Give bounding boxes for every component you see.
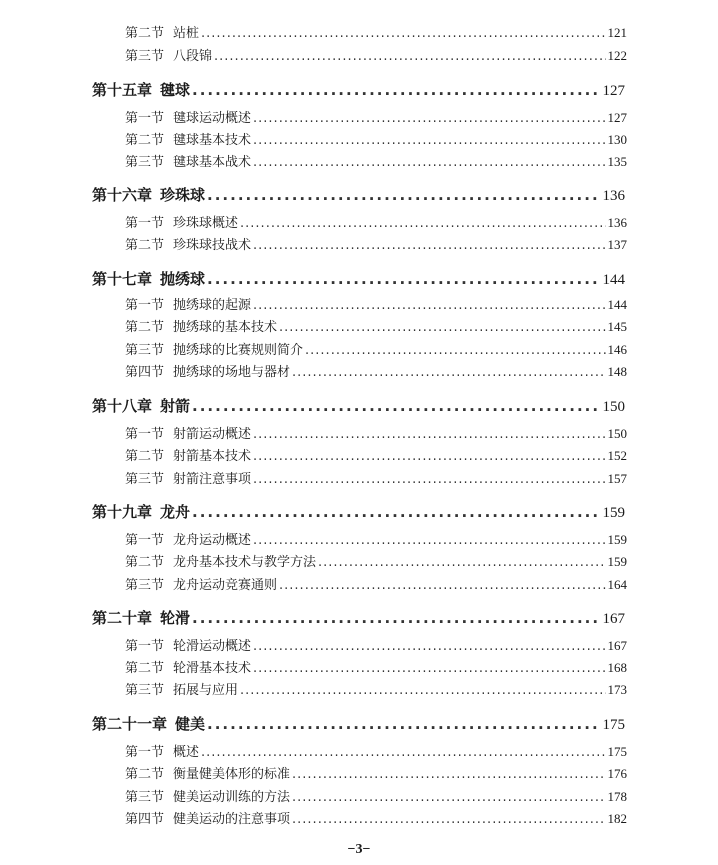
toc-section-entry bbox=[125, 531, 627, 549]
section-number: 第二节 bbox=[125, 449, 165, 464]
dot-leader bbox=[253, 154, 605, 172]
section-number: 第四节 bbox=[125, 365, 165, 380]
section-title: 健美运动训练的方法 bbox=[173, 790, 291, 805]
chapter-title: 龙舟 bbox=[160, 503, 191, 521]
dot-leader bbox=[253, 471, 605, 489]
page-ref: 144 bbox=[607, 297, 627, 312]
toc-section-entry bbox=[125, 447, 627, 465]
toc-chapter-entry bbox=[92, 184, 625, 206]
dot-leader bbox=[207, 713, 600, 735]
section-title: 射箭基本技术 bbox=[173, 449, 252, 464]
toc-section-entry bbox=[125, 131, 627, 149]
section-number: 第一节 bbox=[125, 639, 165, 654]
section-title: 毽球基本战术 bbox=[173, 155, 252, 170]
page-ref: 159 bbox=[607, 532, 627, 547]
section-title: 轮滑基本技术 bbox=[173, 661, 252, 676]
page-ref: 150 bbox=[607, 426, 627, 441]
section-title: 射箭运动概述 bbox=[173, 427, 252, 442]
section-title: 健美运动的注意事项 bbox=[173, 812, 291, 827]
section-number: 第三节 bbox=[125, 578, 165, 593]
chapter-title: 珍珠球 bbox=[160, 186, 206, 204]
section-title: 八段锦 bbox=[173, 49, 213, 64]
section-title: 龙舟基本技术与教学方法 bbox=[173, 555, 317, 570]
page-ref: 168 bbox=[607, 660, 627, 675]
dot-leader bbox=[207, 268, 600, 290]
toc-section-entry bbox=[125, 318, 627, 336]
dot-leader bbox=[292, 364, 605, 382]
dot-leader bbox=[292, 766, 605, 784]
section-number: 第二节 bbox=[125, 555, 165, 570]
section-number: 第三节 bbox=[125, 790, 165, 805]
dot-leader bbox=[253, 297, 605, 315]
section-title: 轮滑运动概述 bbox=[173, 639, 252, 654]
section-number: 第二节 bbox=[125, 133, 165, 148]
toc-chapter-entry bbox=[92, 501, 625, 523]
section-number: 第三节 bbox=[125, 683, 165, 698]
page-ref: 167 bbox=[602, 611, 625, 627]
chapter-title: 射箭 bbox=[160, 397, 191, 415]
dot-leader bbox=[253, 532, 605, 550]
chapter-number: 第十九章 bbox=[92, 503, 153, 521]
dot-leader bbox=[292, 789, 605, 807]
section-number: 第二节 bbox=[125, 767, 165, 782]
toc-section-entry bbox=[125, 810, 627, 828]
toc-chapter-entry bbox=[92, 268, 625, 290]
dot-leader bbox=[192, 79, 600, 101]
section-title: 抛绣球的基本技术 bbox=[173, 320, 278, 335]
page-ref: 148 bbox=[607, 364, 627, 379]
page-ref: 121 bbox=[607, 25, 627, 40]
dot-leader bbox=[201, 25, 605, 43]
toc-section-entry bbox=[125, 47, 627, 65]
dot-leader bbox=[292, 811, 605, 829]
page-ref: 135 bbox=[607, 154, 627, 169]
toc-section-entry bbox=[125, 236, 627, 254]
toc-chapter-entry bbox=[92, 607, 625, 629]
section-number: 第二节 bbox=[125, 661, 165, 676]
section-number: 第一节 bbox=[125, 427, 165, 442]
dot-leader bbox=[240, 682, 605, 700]
section-number: 第三节 bbox=[125, 155, 165, 170]
section-title: 概述 bbox=[173, 745, 200, 760]
toc-chapter-entry bbox=[92, 713, 625, 735]
dot-leader bbox=[253, 448, 605, 466]
page-ref: 175 bbox=[607, 744, 627, 759]
chapter-number: 第十八章 bbox=[92, 397, 153, 415]
dot-leader bbox=[253, 660, 605, 678]
section-number: 第二节 bbox=[125, 238, 165, 253]
page-ref: 178 bbox=[607, 789, 627, 804]
page-number: −3− bbox=[347, 842, 371, 857]
chapter-number: 第十六章 bbox=[92, 186, 153, 204]
section-number: 第一节 bbox=[125, 745, 165, 760]
dot-leader bbox=[253, 426, 605, 444]
page-ref: 159 bbox=[607, 554, 627, 569]
page-ref: 122 bbox=[607, 48, 627, 63]
section-number: 第三节 bbox=[125, 472, 165, 487]
section-title: 抛绣球的起源 bbox=[173, 298, 252, 313]
toc-section-entry bbox=[125, 214, 627, 232]
chapter-number: 第十五章 bbox=[92, 81, 153, 99]
section-title: 射箭注意事项 bbox=[173, 472, 252, 487]
page-ref: 144 bbox=[602, 272, 625, 288]
chapter-number: 第二十一章 bbox=[92, 715, 168, 733]
section-number: 第三节 bbox=[125, 49, 165, 64]
dot-leader bbox=[207, 184, 600, 206]
dot-leader bbox=[253, 237, 605, 255]
dot-leader bbox=[201, 744, 605, 762]
toc-section-entry bbox=[125, 659, 627, 677]
toc-chapter-entry bbox=[92, 395, 625, 417]
toc-section-entry bbox=[125, 765, 627, 783]
page-ref: 167 bbox=[607, 638, 627, 653]
section-title: 毽球运动概述 bbox=[173, 111, 252, 126]
page-ref: 164 bbox=[607, 577, 627, 592]
page-ref: 127 bbox=[602, 83, 625, 99]
dot-leader bbox=[253, 638, 605, 656]
chapter-number: 第二十章 bbox=[92, 609, 153, 627]
chapter-title: 轮滑 bbox=[160, 609, 191, 627]
page-ref: 130 bbox=[607, 132, 627, 147]
page-ref: 173 bbox=[607, 682, 627, 697]
dot-leader bbox=[279, 577, 605, 595]
page-ref: 145 bbox=[607, 319, 627, 334]
section-title: 珍珠球技战术 bbox=[173, 238, 252, 253]
page-ref: 182 bbox=[607, 811, 627, 826]
page-ref: 146 bbox=[607, 342, 627, 357]
page-ref: 137 bbox=[607, 237, 627, 252]
section-number: 第四节 bbox=[125, 812, 165, 827]
section-number: 第二节 bbox=[125, 320, 165, 335]
dot-leader bbox=[305, 342, 605, 360]
page-ref: 176 bbox=[607, 766, 627, 781]
toc-section-entry bbox=[125, 341, 627, 359]
chapter-title: 健美 bbox=[175, 715, 206, 733]
page-ref: 175 bbox=[602, 717, 625, 733]
page-ref: 136 bbox=[607, 215, 627, 230]
toc-section-entry bbox=[125, 470, 627, 488]
section-title: 拓展与应用 bbox=[173, 683, 239, 698]
toc-section-entry bbox=[125, 425, 627, 443]
page-ref: 159 bbox=[602, 505, 625, 521]
dot-leader bbox=[279, 319, 605, 337]
section-number: 第一节 bbox=[125, 533, 165, 548]
toc-section-entry bbox=[125, 576, 627, 594]
chapter-title: 抛绣球 bbox=[160, 270, 206, 288]
toc-section-entry bbox=[125, 743, 627, 761]
toc-section-entry bbox=[125, 24, 627, 42]
toc-section-entry bbox=[125, 296, 627, 314]
dot-leader bbox=[192, 501, 600, 523]
dot-leader bbox=[192, 607, 600, 629]
dot-leader bbox=[240, 215, 605, 233]
toc-section-entry bbox=[125, 637, 627, 655]
dot-leader bbox=[214, 48, 605, 66]
toc-section-entry bbox=[125, 788, 627, 806]
section-title: 龙舟运动概述 bbox=[173, 533, 252, 548]
section-number: 第一节 bbox=[125, 111, 165, 126]
chapter-title: 毽球 bbox=[160, 81, 191, 99]
page-ref: 157 bbox=[607, 471, 627, 486]
section-title: 抛绣球的场地与器材 bbox=[173, 365, 291, 380]
section-title: 衡量健美体形的标准 bbox=[173, 767, 291, 782]
section-title: 龙舟运动竞赛通则 bbox=[173, 578, 278, 593]
section-title: 毽球基本技术 bbox=[173, 133, 252, 148]
dot-leader bbox=[253, 110, 605, 128]
section-title: 珍珠球概述 bbox=[173, 216, 239, 231]
toc-section-entry bbox=[125, 681, 627, 699]
chapter-number: 第十七章 bbox=[92, 270, 153, 288]
page-ref: 127 bbox=[607, 110, 627, 125]
toc-section-entry bbox=[125, 109, 627, 127]
section-number: 第一节 bbox=[125, 216, 165, 231]
page-ref: 150 bbox=[602, 399, 625, 415]
dot-leader bbox=[253, 132, 605, 150]
section-number: 第三节 bbox=[125, 343, 165, 358]
section-title: 抛绣球的比赛规则简介 bbox=[173, 343, 304, 358]
toc-section-entry bbox=[125, 363, 627, 381]
section-number: 第一节 bbox=[125, 298, 165, 313]
toc-section-entry bbox=[125, 553, 627, 571]
dot-leader bbox=[192, 395, 600, 417]
toc-chapter-entry bbox=[92, 79, 625, 101]
section-title: 站桩 bbox=[173, 26, 200, 41]
toc-section-entry bbox=[125, 153, 627, 171]
section-number: 第二节 bbox=[125, 26, 165, 41]
page-ref: 152 bbox=[607, 448, 627, 463]
dot-leader bbox=[318, 554, 605, 572]
page-ref: 136 bbox=[602, 188, 625, 204]
